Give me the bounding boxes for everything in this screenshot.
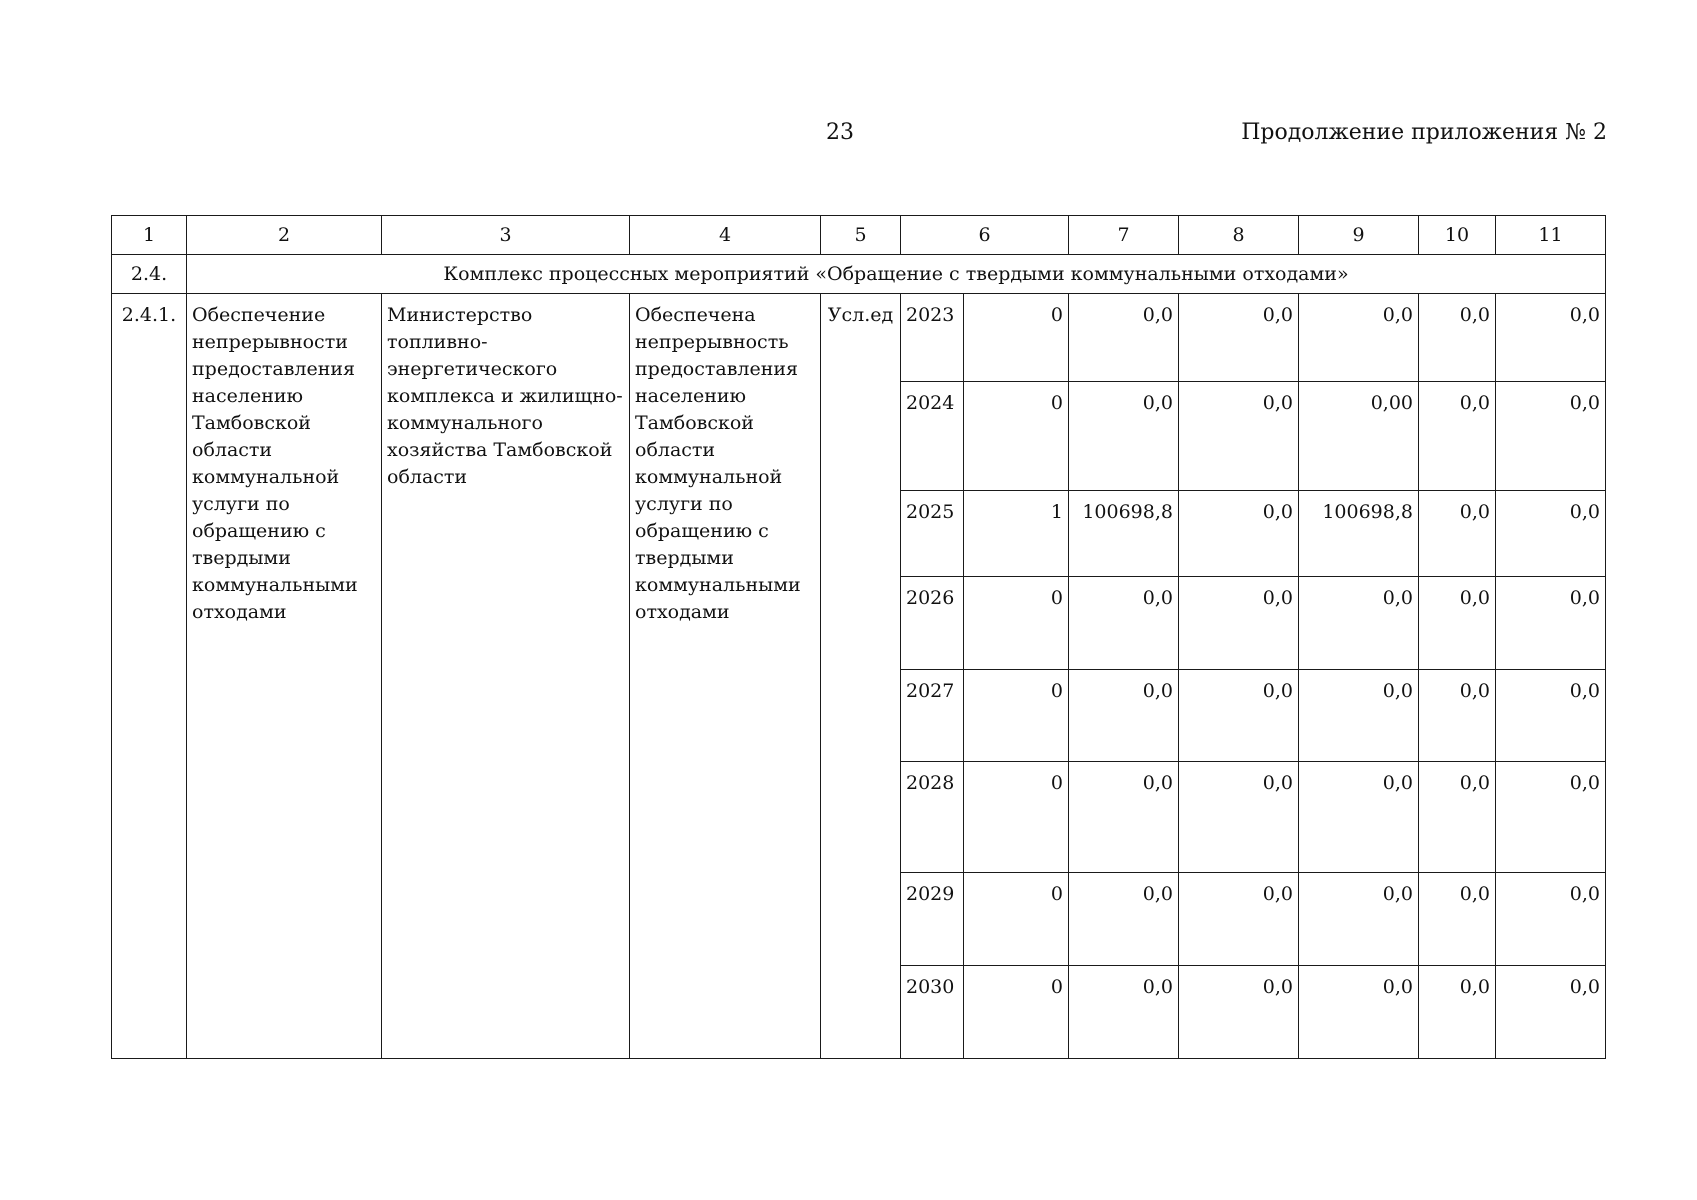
year-cell: 2027 [901,670,964,762]
value-cell: 0,0 [1069,966,1179,1059]
table-row [112,294,1606,382]
value-cell: 0,0 [1496,873,1606,966]
value-cell: 0,0 [1299,966,1419,1059]
column-number-cell: 7 [1069,216,1179,255]
column-number-cell: 3 [382,216,630,255]
item-executor: Министерство топливно- энергетического комплекса и жилищно- коммунального хозяйства Тамбовской области [382,294,630,1059]
value-cell: 0 [964,670,1069,762]
value-cell: 0,0 [1496,382,1606,491]
value-cell: 0,0 [1419,382,1496,491]
section-title: Комплекс процессных мероприятий «Обращение с твердыми коммунальными отходами» [187,255,1606,294]
year-cell: 2024 [901,382,964,491]
value-cell: 0 [964,762,1069,873]
item-result: Обеспечена непрерывность предоставления населению Тамбовской области коммунальной услуги по обращению с твердыми коммунальными отходами [630,294,821,1059]
value-cell: 100698,8 [1299,491,1419,577]
value-cell: 0,0 [1496,491,1606,577]
value-cell: 0,0 [1069,670,1179,762]
column-number-cell: 2 [187,216,382,255]
column-number-cell: 8 [1179,216,1299,255]
item-code: 2.4.1. [112,294,187,1059]
value-cell: 0,0 [1496,966,1606,1059]
value-cell: 0,0 [1179,670,1299,762]
value-cell: 0,0 [1496,294,1606,382]
value-cell: 0,0 [1419,873,1496,966]
value-cell: 0 [964,382,1069,491]
section-row [112,255,1606,294]
value-cell: 1 [964,491,1069,577]
column-number-cell: 4 [630,216,821,255]
value-cell: 0,0 [1299,670,1419,762]
value-cell: 0,0 [1069,382,1179,491]
value-cell: 0,0 [1069,762,1179,873]
column-number-cell: 5 [821,216,901,255]
value-cell: 0,0 [1179,873,1299,966]
column-number-row [112,216,1606,255]
value-cell: 0,0 [1179,294,1299,382]
value-cell: 0,0 [1299,294,1419,382]
value-cell: 0,0 [1496,762,1606,873]
column-number-cell: 11 [1496,216,1606,255]
value-cell: 0,0 [1299,873,1419,966]
value-cell: 0,0 [1069,294,1179,382]
value-cell: 0,0 [1419,294,1496,382]
value-cell: 0,0 [1419,491,1496,577]
value-cell: 0,0 [1496,577,1606,670]
column-number-cell: 6 [901,216,1069,255]
year-cell: 2028 [901,762,964,873]
value-cell: 0 [964,577,1069,670]
value-cell: 0 [964,294,1069,382]
appendix-note: Продолжение приложения № 2 [1241,120,1607,145]
value-cell: 0,0 [1179,577,1299,670]
column-number-cell: 1 [112,216,187,255]
program-table [111,215,1606,1059]
value-cell: 0,0 [1179,491,1299,577]
value-cell: 0 [964,966,1069,1059]
value-cell: 0,0 [1419,966,1496,1059]
value-cell: 0,0 [1496,670,1606,762]
value-cell: 100698,8 [1069,491,1179,577]
year-cell: 2023 [901,294,964,382]
year-cell: 2026 [901,577,964,670]
value-cell: 0,0 [1179,762,1299,873]
column-number-cell: 9 [1299,216,1419,255]
year-cell: 2025 [901,491,964,577]
value-cell: 0,0 [1069,577,1179,670]
item-unit: Усл.ед [821,294,901,1059]
value-cell: 0 [964,873,1069,966]
value-cell: 0,00 [1299,382,1419,491]
value-cell: 0,0 [1299,762,1419,873]
item-name: Обеспечение непрерывности предоставления населению Тамбовской области коммунальной услуги по обращению с твердыми коммунальными отходами [187,294,382,1059]
value-cell: 0,0 [1419,577,1496,670]
value-cell: 0,0 [1179,382,1299,491]
section-code: 2.4. [112,255,187,294]
page-number: 23 [826,120,854,145]
column-number-cell: 10 [1419,216,1496,255]
value-cell: 0,0 [1179,966,1299,1059]
value-cell: 0,0 [1419,670,1496,762]
value-cell: 0,0 [1299,577,1419,670]
value-cell: 0,0 [1069,873,1179,966]
value-cell: 0,0 [1419,762,1496,873]
year-cell: 2029 [901,873,964,966]
year-cell: 2030 [901,966,964,1059]
